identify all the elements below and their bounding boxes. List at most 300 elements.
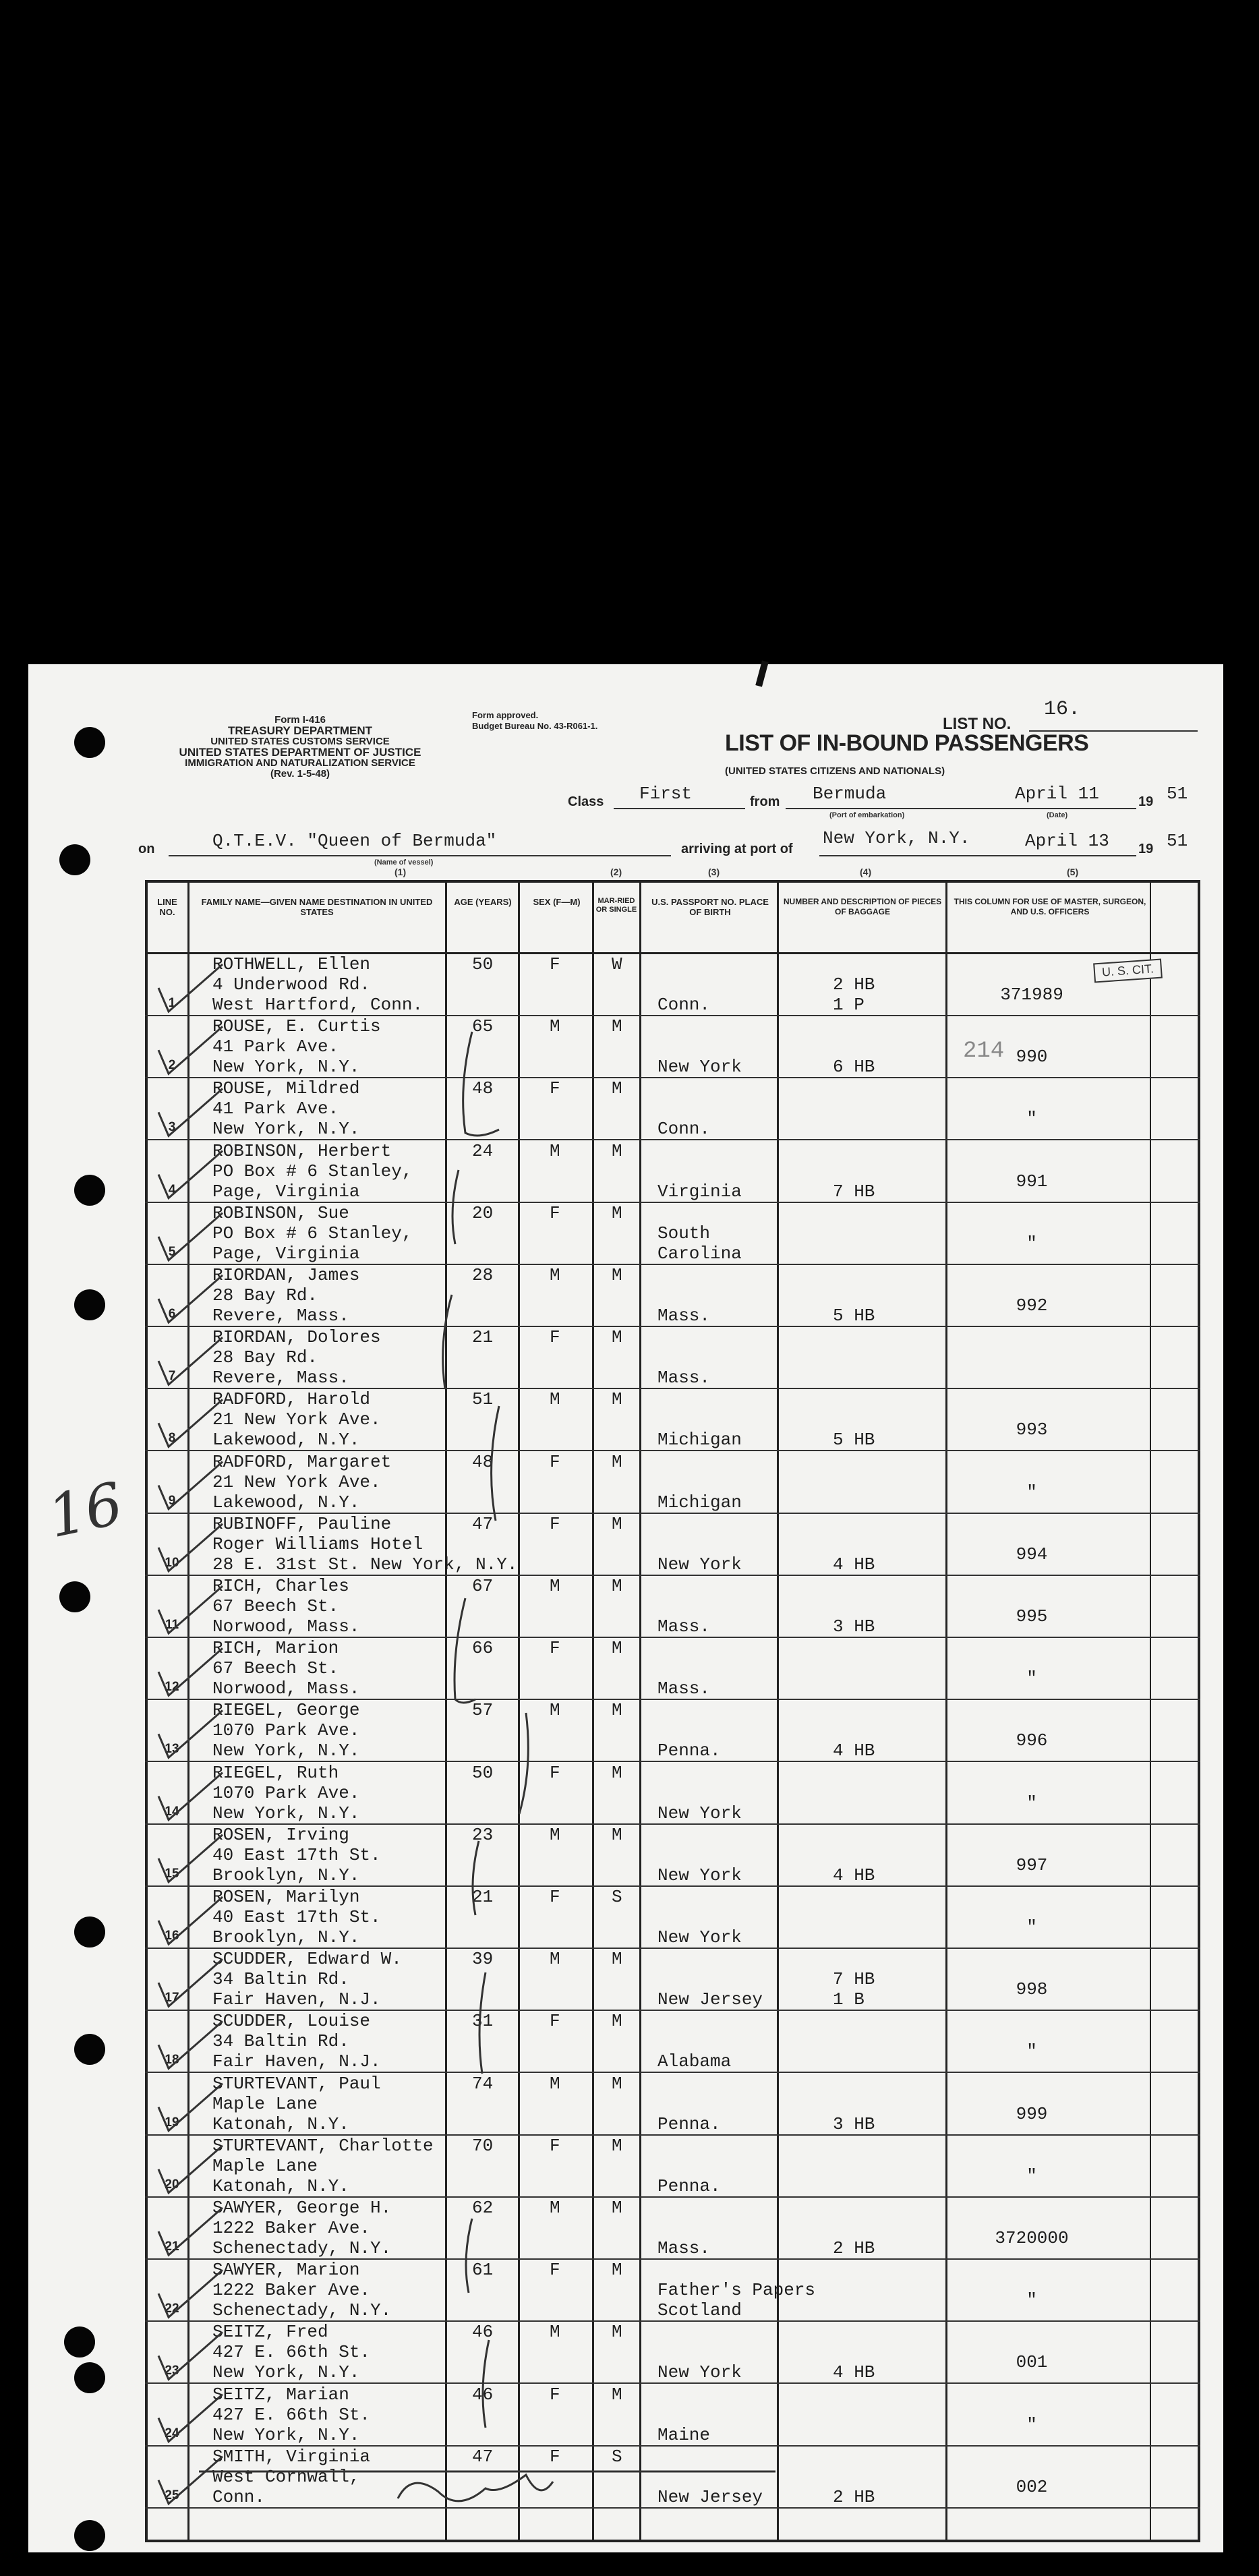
passenger-address-1: 34 Baltin Rd. (212, 2031, 349, 2052)
passenger-sex: F (550, 1327, 560, 1348)
binder-hole (74, 1175, 105, 1206)
passenger-sex: F (550, 1638, 560, 1659)
col-header-age: AGE (YEARS) (454, 897, 512, 907)
table-row (145, 2198, 1200, 2260)
officer-number: 993 (1016, 1419, 1048, 1440)
passenger-marital: M (612, 2135, 622, 2156)
passenger-address-2: 28 E. 31st St. New York, N.Y. (212, 1554, 518, 1575)
passenger-name: RIEGEL, Ruth (212, 1762, 339, 1783)
passenger-name: SEITZ, Fred (212, 2322, 328, 2343)
passenger-age: 46 (472, 2322, 494, 2343)
form-number: Form I-416 (274, 714, 326, 726)
passenger-marital: M (612, 1513, 622, 1534)
table-row (145, 1078, 1200, 1140)
passenger-address-1: 28 Bay Rd. (212, 1285, 318, 1306)
passenger-address-1: PO Box # 6 Stanley, (212, 1223, 413, 1243)
birth-place-2: New York (657, 1554, 742, 1575)
passenger-address-1: 41 Park Ave. (212, 1099, 339, 1119)
passenger-sex: F (550, 2384, 560, 2405)
passenger-age: 31 (472, 2011, 494, 2032)
passenger-name: SMITH, Virginia (212, 2446, 371, 2467)
table-row (145, 1638, 1200, 1700)
table-row (145, 1514, 1200, 1576)
officer-number: " (1026, 2290, 1037, 2311)
line-number: 17 (165, 1991, 179, 2006)
class-value: First (639, 784, 693, 804)
birth-place-2: Virginia (657, 1181, 742, 1202)
passenger-name: ROSEN, Marilyn (212, 1887, 360, 1907)
table-row (145, 1203, 1200, 1265)
from-underline (786, 808, 991, 809)
passenger-name: SCUDDER, Louise (212, 2011, 371, 2032)
passenger-name: SAWYER, Marion (212, 2260, 360, 2281)
passenger-age: 23 (472, 1824, 494, 1845)
passenger-sex: M (550, 1140, 560, 1161)
passenger-address-2: New York, N.Y. (212, 1119, 360, 1140)
table-row (145, 954, 1200, 1016)
passenger-age: 50 (472, 1762, 494, 1783)
list-no-label: LIST NO. (943, 715, 1012, 733)
port-embark-note: (Port of embarkation) (829, 811, 905, 819)
line-number: 23 (165, 2364, 179, 2378)
officer-number: " (1026, 2165, 1037, 2186)
passenger-address-1: 1070 Park Ave. (212, 1782, 360, 1803)
passenger-name: RADFORD, Harold (212, 1389, 371, 1410)
arrival-date-value: April 13 (1025, 831, 1109, 851)
passenger-address-1: 21 New York Ave. (212, 1409, 381, 1430)
passenger-sex: F (550, 1202, 560, 1223)
birth-place-2: Penna. (657, 1740, 721, 1761)
on-label: on (138, 842, 155, 856)
passenger-address-1: Maple Lane (212, 2093, 318, 2114)
passenger-address-1: 1070 Park Ave. (212, 1720, 360, 1741)
table-row (145, 1389, 1200, 1451)
birth-place-2: Scotland (657, 2300, 742, 2321)
officer-number: 995 (1016, 1606, 1048, 1627)
baggage-1: 7 HB (833, 1969, 875, 1990)
passenger-marital: M (612, 1265, 622, 1285)
passenger-age: 61 (472, 2260, 494, 2281)
officer-number: 991 (1016, 1171, 1048, 1192)
officer-number: 999 (1016, 2103, 1048, 2124)
passenger-address-2: Norwood, Mass. (212, 1616, 360, 1637)
margin-handwritten-number: 16 (42, 1469, 129, 1552)
passenger-name: RADFORD, Margaret (212, 1451, 392, 1472)
passenger-age: 20 (472, 1202, 494, 1223)
table-row (145, 2322, 1200, 2384)
passenger-age: 70 (472, 2135, 494, 2156)
passenger-address-1: 427 E. 66th St. (212, 2342, 371, 2363)
table-row (145, 1763, 1200, 1825)
binder-hole (74, 727, 105, 758)
passenger-sex: F (550, 1887, 560, 1907)
officer-number: 371989 (1000, 985, 1063, 1005)
baggage-2: 7 HB (833, 1181, 875, 1202)
page-title: LIST OF IN-BOUND PASSENGERS (725, 730, 1089, 756)
passenger-marital: M (612, 1327, 622, 1348)
binder-hole (74, 1916, 105, 1948)
passenger-address-2: Revere, Mass. (212, 1368, 349, 1388)
passenger-sex: F (550, 1451, 560, 1472)
passenger-age: 39 (472, 1949, 494, 1970)
passenger-age: 51 (472, 1389, 494, 1410)
passenger-age: 28 (472, 1265, 494, 1285)
column-number: (1) (394, 867, 407, 877)
table-row (145, 1327, 1200, 1389)
arrival-year-value: 51 (1167, 831, 1188, 851)
birth-place-1: South (657, 1223, 711, 1243)
from-value: Bermuda (813, 784, 887, 804)
passenger-sex: M (550, 1389, 560, 1410)
col-header-passport: U.S. PASSPORT NO. PLACE OF BIRTH (651, 897, 769, 917)
passenger-sex: F (550, 2260, 560, 2281)
binder-hole (74, 2034, 105, 2065)
passenger-address-1: 67 Beech St. (212, 1596, 339, 1616)
port-underline (819, 855, 1136, 856)
passenger-address-2: New York, N.Y. (212, 1803, 360, 1823)
passenger-address-1: 1222 Baker Ave. (212, 2218, 371, 2238)
col-header-line-no: LINE NO. (157, 897, 177, 917)
passenger-address-1: 28 Bay Rd. (212, 1347, 318, 1368)
binder-hole (74, 1289, 105, 1320)
passenger-name: ROTHWELL, Ellen (212, 954, 371, 974)
line-number: 13 (165, 1742, 179, 1757)
baggage-2: 4 HB (833, 1865, 875, 1885)
passenger-marital: W (612, 954, 622, 974)
baggage-2: 1 B (833, 1989, 865, 2010)
passenger-marital: M (612, 2011, 622, 2032)
passenger-address-1: Roger Williams Hotel (212, 1533, 423, 1554)
line-number: 10 (165, 1555, 179, 1570)
budget-bureau: Budget Bureau No. 43-R061-1. (472, 721, 598, 731)
line-number: 9 (168, 1493, 176, 1508)
passenger-name: ROBINSON, Sue (212, 1202, 349, 1223)
line-number: 21 (165, 2240, 179, 2254)
passenger-address-1: Maple Lane (212, 2155, 318, 2176)
date-value: April 11 (1015, 784, 1099, 804)
passenger-sex: M (550, 1824, 560, 1845)
from-label: from (750, 794, 780, 809)
passenger-address-1: 427 E. 66th St. (212, 2404, 371, 2425)
passenger-address-2: Brooklyn, N.Y. (212, 1927, 360, 1948)
dept-treasury: TREASURY DEPARTMENT (227, 724, 373, 737)
passenger-marital: M (612, 2073, 622, 2094)
passenger-age: 48 (472, 1451, 494, 1472)
class-underline (614, 808, 745, 809)
line-number: 7 (168, 1369, 176, 1384)
officer-number: 002 (1016, 2476, 1048, 2497)
birth-place-2: Carolina (657, 1243, 742, 1264)
passenger-address-1: 4 Underwood Rd. (212, 974, 371, 995)
line-number: 15 (165, 1866, 179, 1881)
passenger-age: 65 (472, 1016, 494, 1037)
passenger-address-1: West Cornwall, (212, 2466, 360, 2487)
officer-number: " (1026, 2041, 1037, 2062)
passenger-address-2: Katonah, N.Y. (212, 2175, 349, 2196)
officer-number: " (1026, 1668, 1037, 1689)
officer-number: 996 (1016, 1730, 1048, 1751)
form-approved: Form approved. (472, 710, 539, 720)
line-number: 24 (165, 2426, 179, 2440)
birth-place-2: New York (657, 1057, 742, 1078)
passenger-age: 67 (472, 1576, 494, 1596)
line-number: 5 (168, 1244, 176, 1259)
passenger-address-1: 40 East 17th St. (212, 1844, 381, 1865)
passenger-age: 57 (472, 1700, 494, 1721)
passenger-age: 50 (472, 954, 494, 974)
binder-hole (64, 2326, 95, 2358)
officer-number: " (1026, 2414, 1037, 2435)
passenger-address-2: Brooklyn, N.Y. (212, 1865, 360, 1885)
table-row (145, 1265, 1200, 1327)
table-row (145, 2260, 1200, 2322)
passenger-address-2: Norwood, Mass. (212, 1678, 360, 1699)
list-no-value: 16. (1044, 698, 1081, 721)
passenger-sex: F (550, 954, 560, 974)
passenger-sex: F (550, 1762, 560, 1783)
dept-ins: IMMIGRATION AND NATURALIZATION SERVICE (185, 757, 415, 769)
line-number: 4 (168, 1182, 176, 1197)
date-note: (Date) (1047, 811, 1068, 819)
passenger-sex: M (550, 1576, 560, 1596)
baggage-2: 3 HB (833, 1616, 875, 1637)
port-value: New York, N.Y. (823, 828, 970, 848)
passenger-marital: M (612, 1389, 622, 1410)
passenger-sex: F (550, 2446, 560, 2467)
passenger-age: 62 (472, 2198, 494, 2218)
passenger-name: RUBINOFF, Pauline (212, 1513, 392, 1534)
passenger-sex: M (550, 1949, 560, 1970)
birth-place-2: New Jersey (657, 2486, 763, 2507)
passenger-marital: M (612, 2384, 622, 2405)
passenger-name: RIORDAN, Dolores (212, 1327, 381, 1348)
passenger-age: 21 (472, 1887, 494, 1907)
class-label: Class (568, 794, 604, 809)
passenger-address-1: 67 Beech St. (212, 1658, 339, 1679)
passenger-address-2: New York, N.Y. (212, 1740, 360, 1761)
vessel-value: Q.T.E.V. "Queen of Bermuda" (212, 831, 497, 851)
officer-number: " (1026, 1482, 1037, 1502)
table-row (145, 2074, 1200, 2136)
passenger-sex: F (550, 1078, 560, 1099)
binder-hole (74, 2362, 105, 2393)
passenger-marital: M (612, 1762, 622, 1783)
table-row (145, 2384, 1200, 2447)
officer-number: 994 (1016, 1544, 1048, 1564)
table-row (145, 2447, 1200, 2509)
table-row (145, 2136, 1200, 2198)
line-number: 18 (165, 2053, 179, 2068)
birth-place-2: New York (657, 1927, 742, 1948)
line-number: 19 (165, 2115, 179, 2130)
passenger-sex: M (550, 1265, 560, 1285)
passenger-address-2: West Hartford, Conn. (212, 995, 423, 1015)
table-row (145, 1887, 1200, 1949)
officer-number: " (1026, 1792, 1037, 1813)
table-row (145, 2011, 1200, 2073)
dept-justice: UNITED STATES DEPARTMENT OF JUSTICE (179, 746, 421, 759)
binder-hole (74, 2520, 105, 2551)
line-number: 22 (165, 2302, 179, 2316)
form-department-block (111, 715, 489, 780)
birth-place-2: New York (657, 2362, 742, 2383)
baggage-2: 5 HB (833, 1306, 875, 1326)
arrival-year-prefix: 19 (1138, 842, 1154, 856)
passenger-sex: M (550, 1016, 560, 1037)
stamp-214: 214 (963, 1038, 1005, 1064)
line-number: 16 (165, 1929, 179, 1943)
officer-number: 990 (1016, 1047, 1048, 1067)
birth-place-1: Father's Papers (657, 2280, 816, 2301)
birth-place-2: Conn. (657, 995, 711, 1015)
line-number: 25 (165, 2488, 179, 2502)
passenger-marital: M (612, 2198, 622, 2218)
column-number: (3) (708, 867, 720, 877)
passenger-address-1: 21 New York Ave. (212, 1471, 381, 1492)
passenger-name: ROUSE, E. Curtis (212, 1016, 381, 1037)
passenger-age: 47 (472, 2446, 494, 2467)
passenger-marital: M (612, 1078, 622, 1099)
page-subtitle: (UNITED STATES CITIZENS AND NATIONALS) (725, 765, 945, 777)
line-number: 6 (168, 1307, 176, 1321)
baggage-2: 4 HB (833, 1740, 875, 1761)
passenger-age: 66 (472, 1638, 494, 1659)
line-number: 20 (165, 2177, 179, 2192)
year-value: 51 (1167, 784, 1188, 804)
passenger-marital: M (612, 2260, 622, 2281)
table-row (145, 1825, 1200, 1887)
passenger-marital: M (612, 1824, 622, 1845)
passenger-address-2: New York, N.Y. (212, 2424, 360, 2445)
passenger-address-2: New York, N.Y. (212, 2362, 360, 2383)
birth-place-2: Mass. (657, 2238, 711, 2258)
birth-place-2: Conn. (657, 1119, 711, 1140)
passenger-address-2: Page, Virginia (212, 1243, 360, 1264)
line-number: 8 (168, 1431, 176, 1446)
birth-place-2: Mass. (657, 1368, 711, 1388)
passenger-address-1: 41 Park Ave. (212, 1036, 339, 1057)
passenger-marital: M (612, 1140, 622, 1161)
officer-number: " (1026, 1917, 1037, 1937)
passenger-name: STURTEVANT, Paul (212, 2073, 381, 2094)
passenger-marital: M (612, 1202, 622, 1223)
passenger-name: ROBINSON, Herbert (212, 1140, 392, 1161)
passenger-name: ROUSE, Mildred (212, 1078, 360, 1099)
table-row (145, 1700, 1200, 1762)
passenger-address-2: Schenectady, N.Y. (212, 2238, 392, 2258)
table-row (145, 1949, 1200, 2011)
passenger-name: SEITZ, Marian (212, 2384, 349, 2405)
row-divider (145, 2507, 1200, 2509)
form-revision: (Rev. 1-5-48) (270, 768, 330, 780)
col-header-marital: MAR-RIED OR SINGLE (595, 897, 637, 914)
binder-hole (59, 1581, 90, 1612)
passenger-age: 47 (472, 1513, 494, 1534)
passenger-marital: M (612, 1451, 622, 1472)
birth-place-2: New Jersey (657, 1989, 763, 2010)
baggage-2: 3 HB (833, 2113, 875, 2134)
passenger-age: 21 (472, 1327, 494, 1348)
baggage-2: 6 HB (833, 1057, 875, 1078)
column-number: (5) (1067, 867, 1079, 877)
passenger-sex: M (550, 2322, 560, 2343)
passenger-address-2: Conn. (212, 2486, 266, 2507)
birth-place-2: New York (657, 1803, 742, 1823)
line-number: 1 (168, 996, 176, 1010)
birth-place-2: Mass. (657, 1306, 711, 1326)
baggage-1: 2 HB (833, 974, 875, 995)
passenger-sex: F (550, 2135, 560, 2156)
passenger-address-1: 34 Baltin Rd. (212, 1969, 349, 1990)
vessel-underline (169, 855, 671, 856)
baggage-2: 1 P (833, 995, 865, 1015)
passenger-marital: M (612, 1638, 622, 1659)
passenger-name: RICH, Marion (212, 1638, 339, 1659)
table-row (145, 1576, 1200, 1638)
officer-number: 3720000 (995, 2228, 1069, 2248)
baggage-2: 4 HB (833, 1554, 875, 1575)
passenger-address-2: Lakewood, N.Y. (212, 1492, 360, 1513)
date-underline (991, 808, 1136, 809)
passenger-name: RIORDAN, James (212, 1265, 360, 1285)
table-row (145, 1141, 1200, 1203)
line-number: 2 (168, 1058, 176, 1073)
passenger-address-1: PO Box # 6 Stanley, (212, 1161, 413, 1181)
passenger-address-2: New York, N.Y. (212, 1057, 360, 1078)
birth-place-2: Mass. (657, 1678, 711, 1699)
passenger-marital: M (612, 1576, 622, 1596)
baggage-2: 2 HB (833, 2486, 875, 2507)
officer-number: 997 (1016, 1854, 1048, 1875)
baggage-2: 2 HB (833, 2238, 875, 2258)
birth-place-2: New York (657, 1865, 742, 1885)
officer-number: 001 (1016, 2352, 1048, 2373)
year-prefix: 19 (1138, 794, 1154, 809)
dept-customs: UNITED STATES CUSTOMS SERVICE (210, 736, 390, 747)
baggage-2: 4 HB (833, 2362, 875, 2383)
birth-place-2: Mass. (657, 1616, 711, 1637)
passenger-marital: M (612, 1016, 622, 1037)
binder-hole (59, 844, 90, 875)
passenger-sex: F (550, 2011, 560, 2032)
passenger-marital: M (612, 1949, 622, 1970)
column-number: (4) (860, 867, 872, 877)
line-number: 11 (165, 1618, 179, 1632)
us-citizen-stamp: U. S. CIT. (1093, 959, 1163, 983)
birth-place-2: Alabama (657, 2051, 732, 2072)
passenger-name: SAWYER, George H. (212, 2198, 392, 2218)
vessel-note: (Name of vessel) (374, 858, 434, 867)
column-number: (2) (610, 867, 622, 877)
passenger-address-2: Lakewood, N.Y. (212, 1430, 360, 1451)
birth-place-2: Michigan (657, 1492, 742, 1513)
officer-number: " (1026, 1109, 1037, 1130)
passenger-sex: M (550, 1700, 560, 1721)
officer-number: 992 (1016, 1295, 1048, 1316)
col-header-name: FAMILY NAME—GIVEN NAME DESTINATION IN UNITED STATES (201, 897, 433, 917)
table-row (145, 1452, 1200, 1514)
passenger-marital: S (612, 1887, 622, 1907)
officer-number: 998 (1016, 1979, 1048, 2000)
passenger-address-2: Katonah, N.Y. (212, 2113, 349, 2134)
passenger-name: STURTEVANT, Charlotte (212, 2135, 434, 2156)
passenger-sex: F (550, 1513, 560, 1534)
passenger-address-1: 1222 Baker Ave. (212, 2280, 371, 2301)
passenger-address-2: Page, Virginia (212, 1181, 360, 1202)
line-number: 3 (168, 1120, 176, 1135)
birth-place-2: Penna. (657, 2113, 721, 2134)
passenger-age: 74 (472, 2073, 494, 2094)
